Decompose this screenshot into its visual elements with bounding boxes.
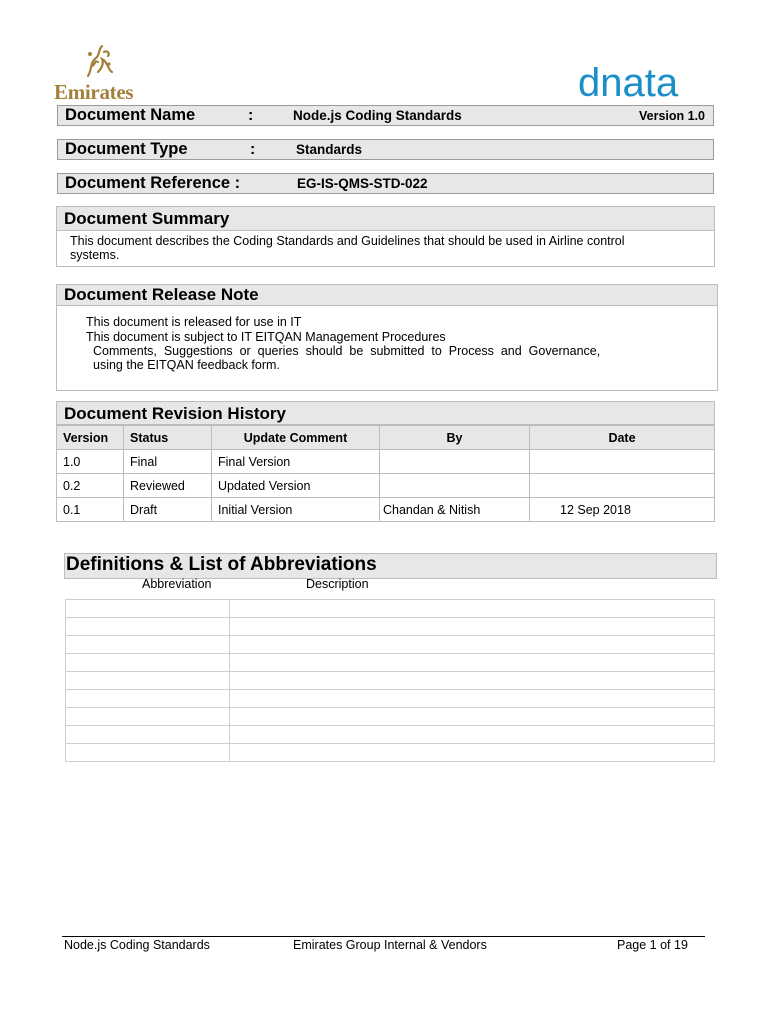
abbreviations-table xyxy=(65,599,715,762)
document-name-colon: : xyxy=(248,107,254,124)
description-cell xyxy=(230,708,715,726)
by-cell xyxy=(380,450,530,474)
emirates-calligraphy-icon xyxy=(78,42,118,82)
description-cell xyxy=(230,672,715,690)
release-note-line-3: Comments, Suggestions or queries should be submitted to Process and Governance, xyxy=(93,344,601,358)
emirates-wordmark: Emirates xyxy=(54,80,134,104)
table-row xyxy=(66,600,715,618)
abbreviation-cell xyxy=(66,654,230,672)
table-row xyxy=(66,654,715,672)
release-note-line-1: This document is released for use in IT xyxy=(86,315,302,329)
document-revision-history-section xyxy=(56,401,715,522)
footer-document-title: Node.js Coding Standards xyxy=(64,938,210,952)
definitions-title: Definitions & List of Abbreviations xyxy=(66,554,377,575)
table-row xyxy=(66,744,715,762)
update-comment-cell: Updated Version xyxy=(212,474,380,498)
update-comment-cell: Initial Version xyxy=(212,498,380,522)
footer-divider xyxy=(62,936,705,937)
description-cell xyxy=(230,636,715,654)
description-cell xyxy=(230,726,715,744)
version-cell: 1.0 xyxy=(57,450,124,474)
description-cell xyxy=(230,654,715,672)
abbreviation-cell xyxy=(66,672,230,690)
summary-text-line-2: systems. xyxy=(70,248,120,262)
version-cell: 0.1 xyxy=(57,498,124,522)
release-note-line-4: using the EITQAN feedback form. xyxy=(93,358,280,372)
col-update-comment-header: Update Comment xyxy=(212,426,380,450)
footer-page-number: Page 1 of 19 xyxy=(617,938,688,952)
by-cell xyxy=(380,474,530,498)
document-summary-section xyxy=(56,206,715,267)
document-name-label: Document Name xyxy=(65,106,196,124)
version-cell: 0.2 xyxy=(57,474,124,498)
abbreviation-cell xyxy=(66,690,230,708)
status-cell: Reviewed xyxy=(124,474,212,498)
abbreviation-column-header: Abbreviation xyxy=(142,577,212,591)
definitions-title-bar xyxy=(64,553,717,579)
document-release-note-section xyxy=(56,284,718,391)
emirates-logo xyxy=(54,42,144,102)
dnata-wordmark: dnata xyxy=(578,62,679,104)
abbreviation-cell xyxy=(66,600,230,618)
document-name-value: Node.js Coding Standards xyxy=(293,108,462,123)
footer-classification: Emirates Group Internal & Vendors xyxy=(293,938,487,952)
document-release-note-title: Document Release Note xyxy=(57,285,717,306)
table-row xyxy=(66,618,715,636)
update-comment-cell: Final Version xyxy=(212,450,380,474)
by-cell: Chandan & Nitish xyxy=(380,498,530,522)
table-row xyxy=(57,450,715,474)
date-cell xyxy=(530,474,715,498)
col-status-header: Status xyxy=(124,426,212,450)
document-summary-title: Document Summary xyxy=(57,207,714,231)
table-row xyxy=(66,690,715,708)
abbreviation-cell xyxy=(66,708,230,726)
col-by-header: By xyxy=(380,426,530,450)
col-date-header: Date xyxy=(530,426,715,450)
table-row xyxy=(66,636,715,654)
document-type-label: Document Type xyxy=(65,140,188,158)
table-row xyxy=(57,498,715,522)
description-cell xyxy=(230,600,715,618)
document-reference-value: EG-IS-QMS-STD-022 xyxy=(297,176,428,191)
dnata-logo-icon xyxy=(578,62,713,104)
document-name-bar xyxy=(57,105,714,126)
table-row xyxy=(66,726,715,744)
document-type-colon: : xyxy=(250,141,256,158)
document-type-bar xyxy=(57,139,714,160)
abbreviation-cell xyxy=(66,744,230,762)
description-column-header: Description xyxy=(306,577,369,591)
abbreviation-cell xyxy=(66,636,230,654)
summary-text-line-1: This document describes the Coding Standards and Guidelines that should be used in Airline control xyxy=(70,234,625,248)
description-cell xyxy=(230,618,715,636)
status-cell: Final xyxy=(124,450,212,474)
revision-table xyxy=(56,425,715,522)
date-cell xyxy=(530,450,715,474)
release-note-line-2: This document is subject to IT EITQAN Management Procedures xyxy=(86,330,446,344)
date-cell: 12 Sep 2018 xyxy=(530,498,715,522)
document-reference-bar xyxy=(57,173,714,194)
description-cell xyxy=(230,744,715,762)
version-label: Version 1.0 xyxy=(638,109,705,123)
document-type-value: Standards xyxy=(296,142,363,157)
table-row xyxy=(66,708,715,726)
document-revision-history-title: Document Revision History xyxy=(56,401,715,425)
col-version-header: Version xyxy=(57,426,124,450)
table-row xyxy=(66,672,715,690)
table-row xyxy=(57,474,715,498)
description-cell xyxy=(230,690,715,708)
document-reference-label: Document Reference : xyxy=(65,174,241,192)
abbreviation-cell xyxy=(66,618,230,636)
abbreviation-cell xyxy=(66,726,230,744)
status-cell: Draft xyxy=(124,498,212,522)
revision-table-header xyxy=(57,426,715,450)
